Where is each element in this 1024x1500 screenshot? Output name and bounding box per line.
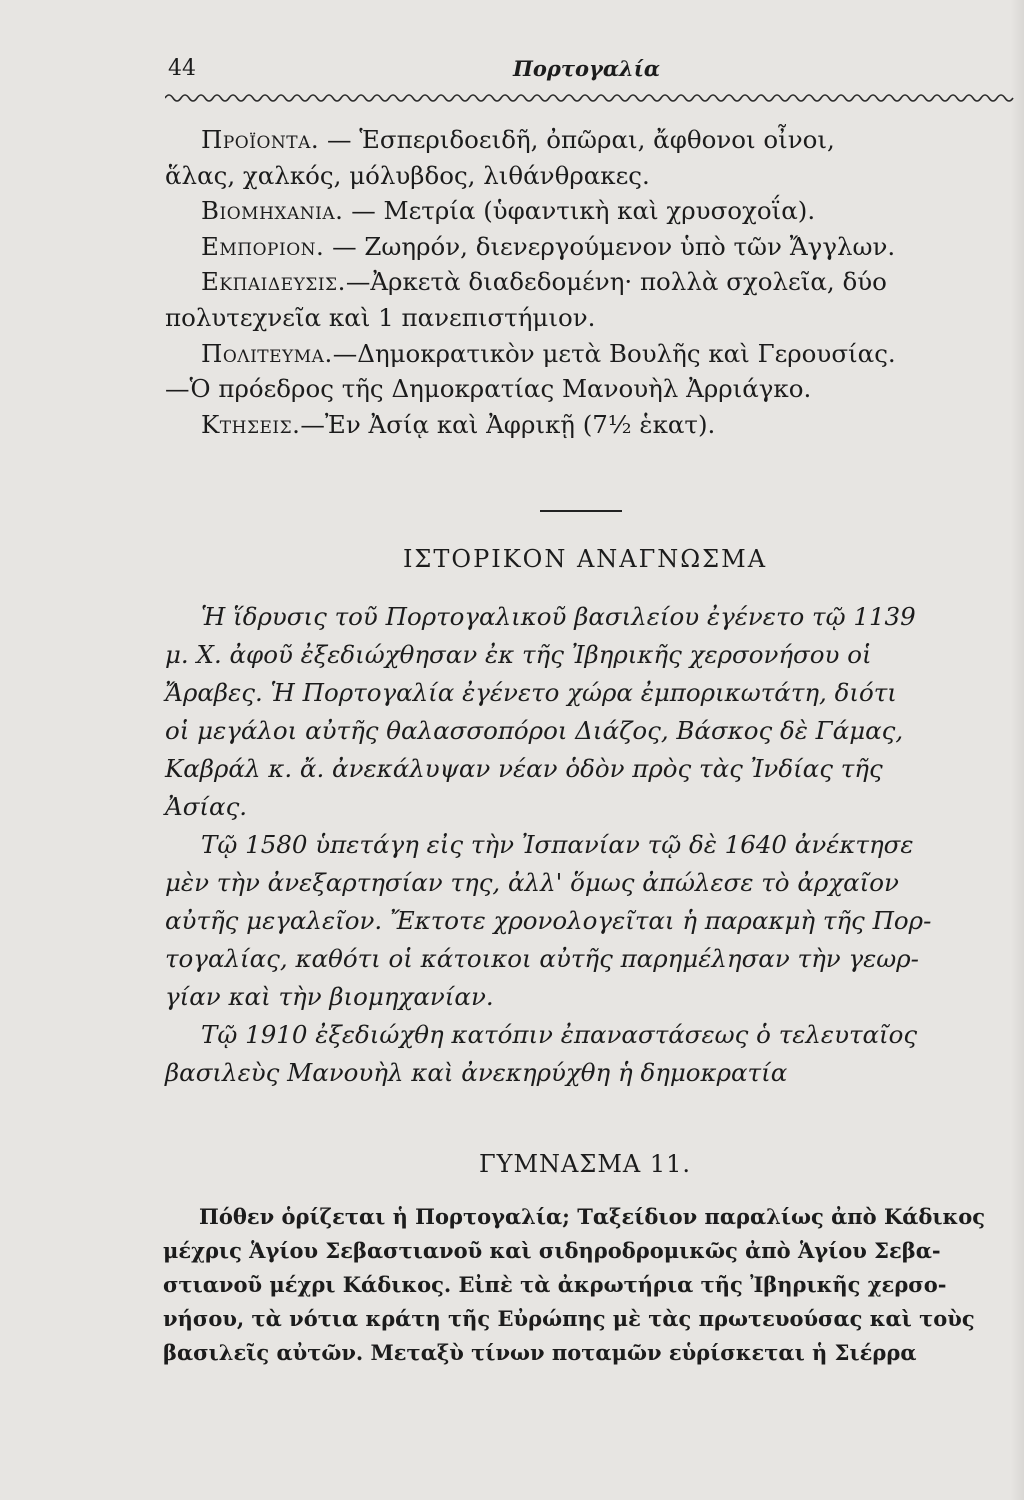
history-line: μ. Χ. ἀφοῦ ἐξεδιώχθησαν ἐκ τῆς Ἰβηρικῆς χερσονήσου οἱ (165, 640, 872, 669)
page-number: 44 (168, 56, 196, 81)
history-line: αὐτῆς μεγαλεῖον. Ἔκτοτε χρονολογεῖται ἡ παρακμὴ τῆς Πορ- (165, 906, 932, 935)
history-line: Ἡ ἵδρυσις τοῦ Πορτογαλικοῦ βασιλείου ἐγένετο τῷ 1139 (201, 602, 916, 631)
history-line: τογαλίας, καθότι οἱ κάτοικοι αὐτῆς παρημέλησαν τὴν γεωρ- (165, 944, 919, 973)
history-line: οἱ μεγάλοι αὐτῆς θαλασσοπόροι Διάζος, Βάσκος δὲ Γάμας, (165, 716, 904, 745)
page-edge-shadow (1010, 0, 1024, 1500)
exercise-line: μέχρις Ἁγίου Σεβαστιανοῦ καὶ σιδηροδρομικῶς ἀπὸ Ἁγίου Σεβα- (163, 1238, 941, 1263)
fact-line: Βιομηχανια. — Μετρία (ὑφαντικὴ καὶ χρυσοχοΐα). (201, 196, 816, 226)
exercise-line: Πόθεν ὁρίζεται ἡ Πορτογαλία; Ταξείδιον παραλίως ἀπὸ Κάδικος (199, 1204, 986, 1229)
history-line: γίαν καὶ τὴν βιομηχανίαν. (165, 982, 494, 1011)
exercise-line: βασιλεῖς αὐτῶν. Μεταξὺ τίνων ποταμῶν εὑρίσκεται ἡ Σιέρρα (163, 1340, 917, 1365)
history-line: Καβράλ κ. ἄ. ἀνεκάλυψαν νέαν ὁδὸν πρὸς τὰς Ἰνδίας τῆς (165, 754, 883, 783)
facts-section (165, 122, 1010, 442)
history-line: Ἄραβες. Ἡ Πορτογαλία ἐγένετο χώρα ἐμπορικωτάτη, διότι (165, 678, 897, 707)
fact-line: πολυτεχνεῖα καὶ 1 πανεπιστήμιον. (165, 302, 596, 332)
history-heading: ΙΣΤΟΡΙΚΟΝ ΑΝΑΓΝΩΣΜΑ (402, 545, 768, 573)
fact-line: ἅλας, χαλκός, μόλυβδος, λιθάνθρακες. (165, 160, 650, 190)
section-divider (540, 510, 622, 512)
fact-line: Εμποριον. — Ζωηρόν, διενεργούμενον ὑπὸ τῶν Ἄγγλων. (201, 231, 896, 261)
fact-line: Εκπαιδευσις.—Ἀρκετὰ διαδεδομένη· πολλὰ σχολεῖα, δύο (201, 267, 887, 297)
wavy-rule-ornament (165, 88, 1015, 108)
fact-line: —Ὁ πρόεδρος τῆς Δημοκρατίας Μανουὴλ Ἀρριάγκο. (165, 374, 812, 404)
exercise-text (163, 1200, 1013, 1370)
history-text (165, 598, 1010, 1092)
running-title: Πορτογαλία (513, 56, 661, 81)
fact-line: Κτησεις.—Ἐν Ἀσίᾳ καὶ Ἀφρικῇ (7½ ἑκατ). (201, 409, 716, 439)
history-line: Τῷ 1580 ὑπετάγη εἰς τὴν Ἰσπανίαν τῷ δὲ 1640 ἀνέκτησε (201, 830, 914, 859)
exercise-heading: ΓΥΜΝΑΣΜΑ 11. (478, 1150, 692, 1178)
history-line: βασιλεὺς Μανουὴλ καὶ ἀνεκηρύχθη ἡ δημοκρατία (165, 1058, 788, 1087)
history-line: Τῷ 1910 ἐξεδιώχθη κατόπιν ἐπαναστάσεως ὁ τελευταῖος (201, 1020, 918, 1049)
fact-line: Πολιτευμα.—Δημοκρατικὸν μετὰ Βουλῆς καὶ Γερουσίας. (201, 338, 896, 368)
fact-line: Προϊοντα. — Ἑσπεριδοειδῆ, ὀπῶραι, ἄφθονοι οἶνοι, (201, 125, 835, 154)
exercise-line: νήσου, τὰ νότια κράτη τῆς Εὐρώπης μὲ τὰς πρωτευούσας καὶ τοὺς (163, 1306, 975, 1331)
exercise-line: στιανοῦ μέχρι Κάδικος. Εἰπὲ τὰ ἀκρωτήρια τῆς Ἰβηρικῆς χερσο- (163, 1272, 947, 1297)
history-line: Ἀσίας. (165, 792, 248, 821)
history-line: μὲν τὴν ἀνεξαρτησίαν της, ἀλλ' ὅμως ἀπώλεσε τὸ ἀρχαῖον (165, 868, 899, 897)
